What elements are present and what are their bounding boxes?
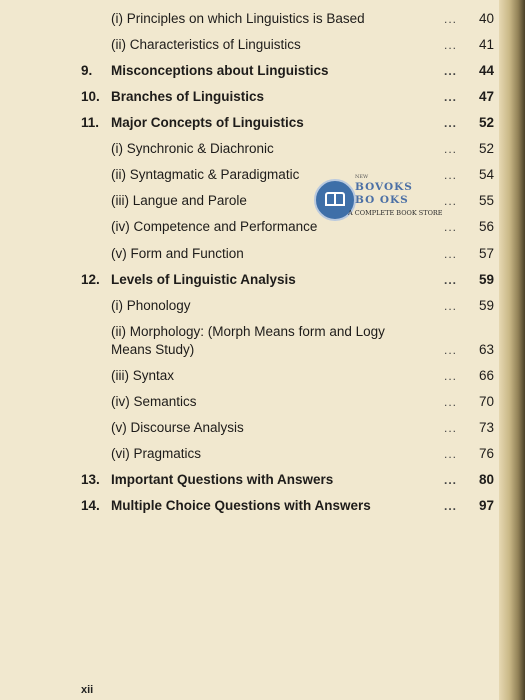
entry-number: 10. (81, 89, 100, 104)
entry-page: 57 (478, 246, 494, 261)
entry-leader: ... (444, 395, 458, 409)
entry-title: (iii) Syntax (111, 368, 175, 383)
entry-page: 59 (478, 272, 494, 287)
entry-title: (i) Synchronic & Diachronic (111, 141, 274, 156)
watermark-new-label: NEW (355, 174, 369, 180)
entry-title: (iii) Langue and Parole (111, 193, 247, 208)
entry-leader: ... (444, 421, 458, 435)
entry-title: Multiple Choice Questions with Answers (111, 498, 371, 513)
entry-leader: ... (444, 343, 458, 357)
entry-page: 41 (478, 37, 494, 52)
entry-leader: ... (444, 64, 458, 78)
entry-page: 66 (478, 368, 494, 383)
entry-page: 70 (478, 394, 494, 409)
entry-number: 13. (81, 472, 100, 487)
entry-page: 76 (478, 446, 494, 461)
entry-title: (ii) Characteristics of Linguistics (111, 37, 301, 52)
entry-leader: ... (444, 168, 458, 182)
entry-title: (iv) Semantics (111, 394, 197, 409)
entry-leader: ... (444, 220, 458, 234)
entry-leader: ... (444, 38, 458, 52)
entry-page: 52 (478, 115, 494, 130)
entry-leader: ... (444, 90, 458, 104)
entry-leader: ... (444, 299, 458, 313)
entry-title: Branches of Linguistics (111, 89, 265, 104)
entry-title: Levels of Linguistic Analysis (111, 272, 296, 287)
entry-page: 80 (478, 472, 494, 487)
entry-title: (vi) Pragmatics (111, 446, 202, 461)
entry-page: 55 (478, 193, 494, 208)
entry-number: 14. (81, 498, 100, 513)
entry-page: 44 (478, 63, 494, 78)
entry-title: (i) Phonology (111, 298, 191, 313)
entry-title: (iv) Competence and Performance (111, 219, 318, 234)
entry-page: 40 (478, 11, 494, 26)
entry-leader: ... (444, 247, 458, 261)
footer-page-number: xii (81, 684, 94, 696)
watermark-tagline: A COMPLETE BOOK STORE (348, 209, 443, 217)
entry-leader: ... (444, 369, 458, 383)
entry-number: 11. (81, 115, 100, 130)
entry-leader: ... (444, 142, 458, 156)
entry-title: Major Concepts of Linguistics (111, 115, 304, 130)
entry-title: (v) Discourse Analysis (111, 420, 244, 435)
entry-title: Important Questions with Answers (111, 472, 334, 487)
entry-number: 12. (81, 272, 100, 287)
entry-page: 73 (478, 420, 494, 435)
entry-page: 56 (478, 219, 494, 234)
entry-page: 52 (478, 141, 494, 156)
entry-title: (i) Principles on which Linguistics is Based (111, 11, 365, 26)
bookstore-watermark (312, 172, 443, 222)
entry-leader: ... (444, 194, 458, 208)
entry-page: 63 (478, 342, 494, 357)
entry-leader: ... (444, 447, 458, 461)
entry-leader: ... (444, 473, 458, 487)
entry-title: (v) Form and Function (111, 246, 244, 261)
entry-leader: ... (444, 116, 458, 130)
entry-leader: ... (444, 12, 458, 26)
entry-page: 54 (478, 167, 494, 182)
entry-number: 9. (81, 63, 93, 78)
entry-title: (ii) Morphology: (Morph Means form and Logy Means Study) (111, 324, 385, 357)
toc-entry (0, 323, 500, 359)
entry-title: Misconceptions about Linguistics (111, 63, 329, 78)
entry-leader: ... (444, 499, 458, 513)
entry-leader: ... (444, 273, 458, 287)
entry-title: (ii) Syntagmatic & Paradigmatic (111, 167, 300, 182)
watermark-line-2: BO OKS (355, 194, 409, 206)
watermark-line-1: BOVOKS (355, 181, 413, 193)
entry-page: 59 (478, 298, 494, 313)
entry-page: 97 (478, 498, 494, 513)
entry-page: 47 (478, 89, 494, 104)
